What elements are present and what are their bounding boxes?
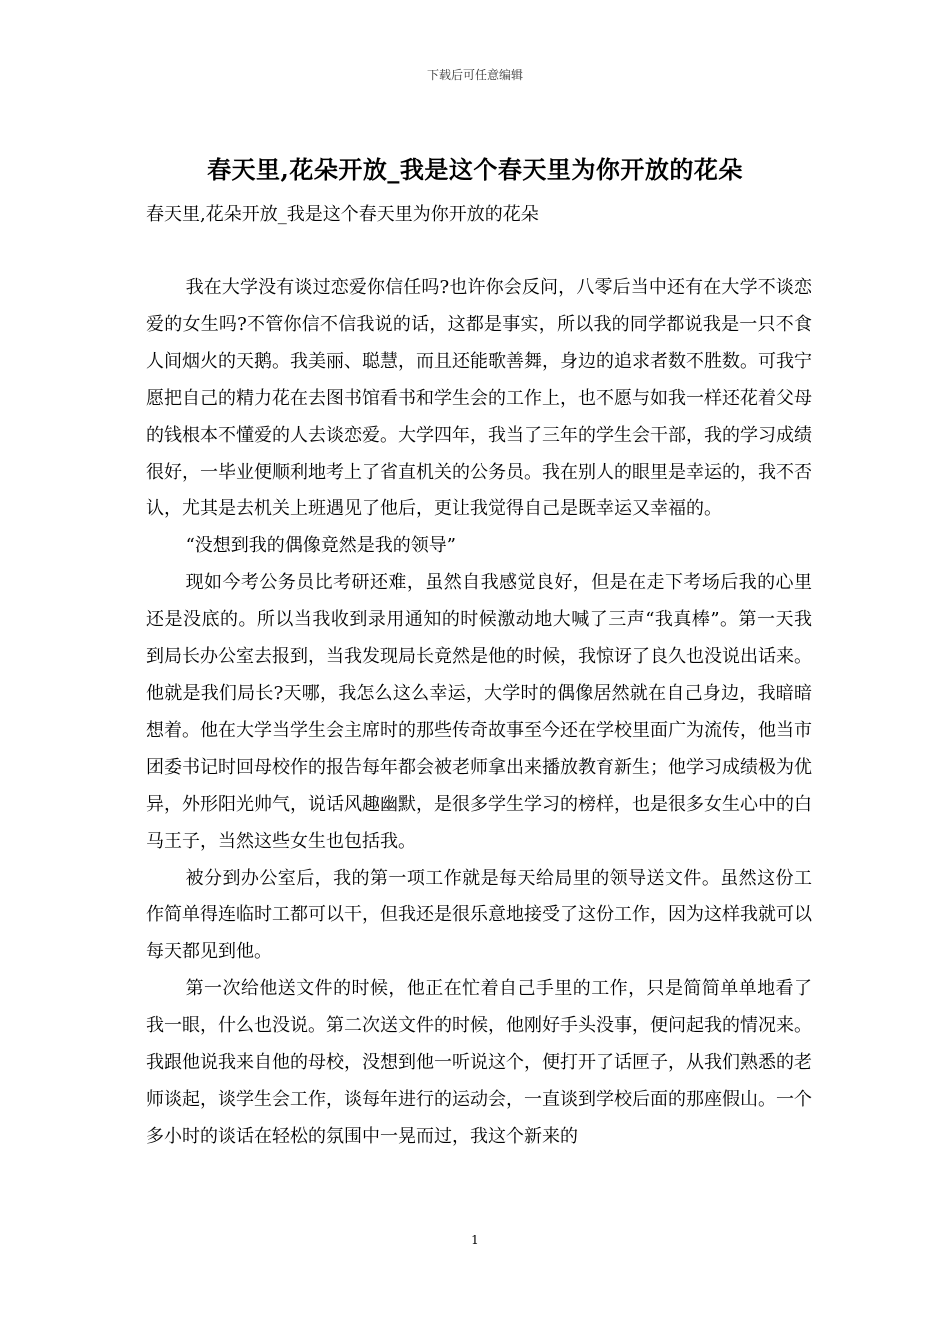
document-body — [146, 270, 812, 1156]
paragraph: 现如今考公务员比考研还难，虽然自我感觉良好，但是在走下考场后我的心里还是没底的。所以当我收到录用通知的时候激动地大喊了三声“我真棒”。第一天我到局长办公室去报到，当我发现局长竟然是他的时候，我惊讶了良久也没说出话来。他就是我们局长?天哪，我怎么这么幸运，大学时的偶像居然就在自己身边，我暗暗想着。他在大学当学生会主席时的那些传奇故事至今还在学校里面广为流传，他当市团委书记时回母校作的报告每年都会被老师拿出来播放教育新生；他学习成绩极为优异，外形阳光帅气，说话风趣幽默，是很多学生学习的榜样，也是很多女生心中的白马王子，当然这些女生也包括我。 — [146, 572, 812, 852]
paragraph-quote-heading: “没想到我的偶像竟然是我的领导” — [185, 535, 456, 557]
paragraph: 我在大学没有谈过恋爱你信任吗?也许你会反问，八零后当中还有在大学不谈恋爱的女生吗?不管你信不信我说的话，这都是事实，所以我的同学都说我是一只不食人间烟火的天鹅。我美丽、聪慧，而且还能歌善舞，身边的追求者数不胜数。可我宁愿把自己的精力花在去图书馆看书和学生会的工作上，也不愿与如我一样还花着父母的钱根本不懂爱的人去谈恋爱。大学四年，我当了三年的学生会干部，我的学习成绩很好，一毕业便顺利地考上了省直机关的公务员。我在别人的眼里是幸运的，我不否认，尤其是去机关上班遇见了他后，更让我觉得自己是既幸运又幸福的。 — [146, 277, 812, 520]
page-number: 1 — [471, 1233, 479, 1247]
paragraph: 第一次给他送文件的时候，他正在忙着自己手里的工作，只是简简单单地看了我一眼，什么也没说。第二次送文件的时候，他刚好手头没事，便问起我的情况来。我跟他说我来自他的母校，没想到他一听说这个，便打开了话匣子，从我们熟悉的老师谈起，谈学生会工作，谈每年进行的运动会，一直谈到学校后面的那座假山。一个多小时的谈话在轻松的氛围中一晃而过，我这个新来的 — [146, 978, 812, 1147]
paragraph: 被分到办公室后，我的第一项工作就是每天给局里的领导送文件。虽然这份工作简单得连临时工都可以干，但我还是很乐意地接受了这份工作，因为这样我就可以每天都见到他。 — [146, 867, 812, 963]
header-note: 下载后可任意编辑 — [426, 68, 523, 82]
document-title: 春天里,花朵开放_我是这个春天里为你开放的花朵 — [207, 155, 743, 184]
document-subtitle: 春天里,花朵开放_我是这个春天里为你开放的花朵 — [146, 204, 539, 225]
